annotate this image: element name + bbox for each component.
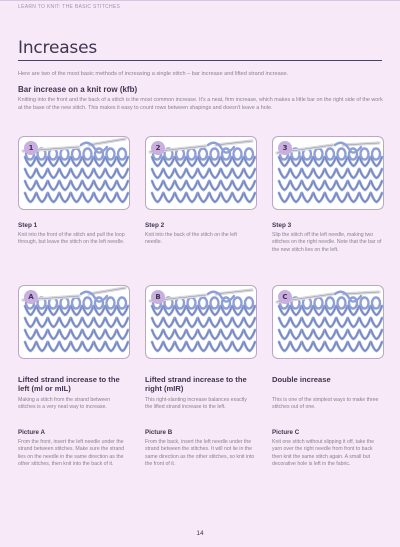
stitch-loop <box>83 169 94 178</box>
needle-loop <box>211 149 219 160</box>
needle-loop <box>361 149 369 160</box>
page-title: Increases <box>18 38 97 58</box>
stitch-loop <box>337 330 348 339</box>
stitch-loop <box>164 330 175 339</box>
stitch-loop <box>25 181 36 190</box>
stitch-loop <box>279 169 290 178</box>
picture-c-badge: C <box>278 290 292 304</box>
step-3-title: Step 3 <box>272 222 292 229</box>
stitch-loop <box>117 342 128 351</box>
stitch-loop <box>71 342 82 351</box>
stitch-loop <box>291 318 302 327</box>
stitch-loop <box>94 169 105 178</box>
stitch-loop <box>94 193 105 202</box>
stitch-loop <box>152 342 163 351</box>
stitch-loop <box>210 318 221 327</box>
stitch-loop <box>106 330 117 339</box>
stitch-loop <box>164 169 175 178</box>
stitch-loop <box>152 330 163 339</box>
stitch-loop <box>233 181 244 190</box>
stitch-loop <box>348 330 359 339</box>
stitch-loop <box>25 330 36 339</box>
stitch-loop <box>164 318 175 327</box>
stitch-loop <box>302 318 313 327</box>
stitch-loop <box>37 169 48 178</box>
step-2-badge: 2 <box>151 141 165 155</box>
stitch-loop <box>60 193 71 202</box>
stitch-loop <box>83 193 94 202</box>
needle-loop <box>61 298 69 309</box>
stitch-loop <box>325 169 336 178</box>
stitch-loop <box>325 318 336 327</box>
stitch-loop <box>60 342 71 351</box>
top-rule <box>0 0 400 1</box>
stitch-loop <box>187 193 198 202</box>
stitch-loop <box>164 342 175 351</box>
stitch-loop <box>71 181 82 190</box>
stitch-loop <box>279 330 290 339</box>
stitch-loop <box>360 181 371 190</box>
stitch-loop <box>221 193 232 202</box>
needle-loop <box>234 149 242 160</box>
stitch-loop <box>175 318 186 327</box>
stitch-loop <box>244 193 255 202</box>
right-needle-edge <box>89 139 125 145</box>
stitch-loop <box>187 181 198 190</box>
stitch-loop <box>371 181 382 190</box>
step-3-text: Slip the stitch off the left needle, making two stitches on the right needle. Note that the bar of the new stitch lies on the left. <box>272 232 382 253</box>
step-3-badge: 3 <box>278 141 292 155</box>
stitch-loop <box>106 342 117 351</box>
stitch-loop <box>37 318 48 327</box>
stitch-loop <box>325 193 336 202</box>
stitch-loop <box>314 342 325 351</box>
double-increase-desc: This is one of the simplest ways to make three stitches out of one. <box>272 397 379 411</box>
needle-loop <box>372 149 380 160</box>
stitch-loop <box>360 330 371 339</box>
stitch-loop <box>348 342 359 351</box>
needle-loop <box>107 298 115 309</box>
stitch-loop <box>48 169 59 178</box>
needle-loop <box>338 298 346 309</box>
needle-loop <box>315 298 323 309</box>
page-number: 14 <box>196 530 204 537</box>
needle-loop <box>188 149 196 160</box>
stitch-loop <box>244 181 255 190</box>
step-1-badge: 1 <box>24 141 38 155</box>
stitch-loop <box>371 318 382 327</box>
stitch-loop <box>106 181 117 190</box>
stitch-loop <box>37 193 48 202</box>
needle-loop <box>326 149 334 160</box>
stitch-loop <box>348 181 359 190</box>
stitch-loop <box>337 181 348 190</box>
stitch-loop <box>279 318 290 327</box>
stitch-loop <box>48 330 59 339</box>
picture-b-illustration <box>145 285 257 359</box>
step-2-title: Step 2 <box>145 222 165 229</box>
stitch-loop <box>233 342 244 351</box>
needle-loop <box>84 298 92 309</box>
stitch-loop <box>337 318 348 327</box>
picture-b-badge: B <box>151 290 165 304</box>
needle-loop <box>245 149 253 160</box>
needle-loop <box>118 298 126 309</box>
stitch-loop <box>60 181 71 190</box>
lifted-left-heading: Lifted strand increase to the left (ml or mIL) <box>18 375 120 394</box>
stitch-loop <box>187 169 198 178</box>
needle-loop <box>372 298 380 309</box>
stitch-loop <box>360 169 371 178</box>
stitch-loop <box>221 318 232 327</box>
stitch-loop <box>233 193 244 202</box>
stitch-loop <box>25 193 36 202</box>
step-2-text: Knit into the back of the stitch on the left needle. <box>145 232 237 246</box>
needle-loop <box>188 298 196 309</box>
stitch-loop <box>210 330 221 339</box>
needle-loop <box>326 298 334 309</box>
needle-loop <box>199 149 207 160</box>
picture-a-badge: A <box>24 290 38 304</box>
stitch-loop <box>175 342 186 351</box>
stitch-loop <box>244 318 255 327</box>
stitch-loop <box>152 181 163 190</box>
stitch-loop <box>233 169 244 178</box>
stitch-loop <box>106 193 117 202</box>
needle-loop <box>72 149 80 160</box>
stitch-loop <box>48 342 59 351</box>
stitch-loop <box>221 330 232 339</box>
step-3-illustration <box>272 136 384 210</box>
stitch-loop <box>233 318 244 327</box>
stitch-loop <box>291 342 302 351</box>
picture-b-title: Picture B <box>145 429 173 436</box>
stitch-loop <box>325 181 336 190</box>
stitch-loop <box>314 318 325 327</box>
lifted-left-desc: Making a stitch from the strand between stitches is a very neat way to increase. <box>18 397 110 411</box>
stitch-loop <box>175 169 186 178</box>
stitch-loop <box>71 193 82 202</box>
stitch-loop <box>198 193 209 202</box>
stitch-loop <box>71 318 82 327</box>
stitch-loop <box>152 169 163 178</box>
stitch-loop <box>314 169 325 178</box>
picture-b-text: From the back, insert the left needle under the strand between the stitches. It will not lie in the same direction as the other stitches, so knit into the front of it. <box>145 439 255 467</box>
needle-loop <box>84 149 92 160</box>
stitch-loop <box>117 318 128 327</box>
stitch-loop <box>314 193 325 202</box>
stitch-loop <box>221 169 232 178</box>
kfb-subhead: Bar increase on a knit row (kfb) <box>18 85 138 94</box>
step-2-illustration <box>145 136 257 210</box>
stitch-loop <box>94 330 105 339</box>
step-1-illustration <box>18 136 130 210</box>
stitch-loop <box>244 342 255 351</box>
stitch-loop <box>117 330 128 339</box>
stitch-loop <box>302 330 313 339</box>
stitch-loop <box>210 193 221 202</box>
stitch-loop <box>175 330 186 339</box>
stitch-loop <box>210 181 221 190</box>
stitch-loop <box>175 181 186 190</box>
stitch-loop <box>291 330 302 339</box>
stitch-loop <box>302 193 313 202</box>
stitch-loop <box>48 181 59 190</box>
stitch-loop <box>360 342 371 351</box>
title-underline <box>18 60 382 61</box>
stitch-loop <box>152 318 163 327</box>
lifted-right-desc: This right-slanting increase balances exactly the lifted strand increase to the left. <box>145 397 247 411</box>
stitch-loop <box>291 169 302 178</box>
stitch-loop <box>106 318 117 327</box>
picture-a-illustration <box>18 285 130 359</box>
stitch-loop <box>117 169 128 178</box>
stitch-loop <box>244 169 255 178</box>
picture-a-title: Picture A <box>18 429 45 436</box>
picture-c-illustration <box>272 285 384 359</box>
stitch-loop <box>348 318 359 327</box>
stitch-loop <box>233 330 244 339</box>
stitch-loop <box>279 181 290 190</box>
stitch-loop <box>25 169 36 178</box>
stitch-loop <box>244 330 255 339</box>
needle-loop <box>234 298 242 309</box>
intro-text: Here are two of the most basic methods of increasing a single stitch – bar increase and lifted strand increase. <box>18 71 289 77</box>
stitch-loop <box>325 330 336 339</box>
stitch-loop <box>279 193 290 202</box>
stitch-loop <box>187 318 198 327</box>
stitch-loop <box>37 330 48 339</box>
needle-loop <box>245 298 253 309</box>
stitch-loop <box>302 181 313 190</box>
needle-loop <box>199 298 207 309</box>
stitch-loop <box>302 169 313 178</box>
stitch-loop <box>302 342 313 351</box>
stitch-loop <box>152 193 163 202</box>
stitch-loop <box>83 181 94 190</box>
stitch-loop <box>314 330 325 339</box>
stitch-loop <box>279 342 290 351</box>
stitch-loop <box>314 181 325 190</box>
stitch-loop <box>371 169 382 178</box>
double-increase-heading: Double increase <box>272 375 331 384</box>
needle-loop <box>338 149 346 160</box>
running-header: LEARN TO KNIT: THE BASIC STITCHES <box>18 4 121 10</box>
stitch-loop <box>83 342 94 351</box>
picture-c-title: Picture C <box>272 429 300 436</box>
needle-loop <box>72 298 80 309</box>
stitch-loop <box>348 169 359 178</box>
stitch-loop <box>60 169 71 178</box>
stitch-loop <box>164 181 175 190</box>
stitch-loop <box>337 193 348 202</box>
stitch-loop <box>371 330 382 339</box>
stitch-loop <box>198 169 209 178</box>
stitch-loop <box>360 318 371 327</box>
needle-loop <box>107 149 115 160</box>
stitch-loop <box>337 169 348 178</box>
stitch-loop <box>371 193 382 202</box>
stitch-loop <box>94 342 105 351</box>
step-1-title: Step 1 <box>18 222 38 229</box>
stitch-loop <box>210 169 221 178</box>
stitch-loop <box>325 342 336 351</box>
stitch-loop <box>83 330 94 339</box>
needle-loop <box>211 298 219 309</box>
stitch-loop <box>198 330 209 339</box>
stitch-loop <box>198 181 209 190</box>
stitch-loop <box>360 193 371 202</box>
stitch-loop <box>60 330 71 339</box>
needle-loop <box>315 149 323 160</box>
stitch-loop <box>25 318 36 327</box>
stitch-loop <box>25 342 36 351</box>
step-1-text: Knit into the front of the stitch and pull the loop through, but leave the stitch on the left needle. <box>18 232 125 246</box>
stitch-loop <box>48 318 59 327</box>
stitch-loop <box>291 181 302 190</box>
stitch-loop <box>337 342 348 351</box>
stitch-loop <box>94 318 105 327</box>
stitch-loop <box>187 342 198 351</box>
lifted-right-heading: Lifted strand increase to the right (mIR) <box>145 375 247 394</box>
stitch-loop <box>187 330 198 339</box>
stitch-loop <box>71 330 82 339</box>
right-needle-edge <box>89 288 125 294</box>
stitch-loop <box>210 342 221 351</box>
stitch-loop <box>221 342 232 351</box>
needle-loop <box>118 149 126 160</box>
stitch-loop <box>71 169 82 178</box>
stitch-loop <box>37 342 48 351</box>
stitch-loop <box>348 193 359 202</box>
stitch-loop <box>37 181 48 190</box>
kfb-paragraph: Knitting into the front and the back of a stitch is the most common increase. It's a neat, firm increase, which makes a little bar on the right side of the work at the base of the new stitch. This makes it easy to count rows between shapings and doesn't leave a hole. <box>18 97 383 111</box>
picture-a-text: From the front, insert the left needle under the strand between stitches. Make sure the strand lies on the needle in the same direction as the other stitches, then knit into the back of it. <box>18 439 125 467</box>
stitch-loop <box>371 342 382 351</box>
stitch-loop <box>117 193 128 202</box>
stitch-loop <box>175 193 186 202</box>
stitch-loop <box>117 181 128 190</box>
needle-loop <box>361 298 369 309</box>
stitch-loop <box>106 169 117 178</box>
needle-loop <box>61 149 69 160</box>
stitch-loop <box>198 318 209 327</box>
stitch-loop <box>83 318 94 327</box>
stitch-loop <box>198 342 209 351</box>
stitch-loop <box>60 318 71 327</box>
picture-c-text: Knit one stitch without slipping it off, take the yarn over the right needle from front to back then knit the same stitch again. A small but decorative hole is left in the fabric. <box>272 439 374 467</box>
stitch-loop <box>94 181 105 190</box>
stitch-loop <box>48 193 59 202</box>
stitch-loop <box>221 181 232 190</box>
stitch-loop <box>164 193 175 202</box>
stitch-loop <box>291 193 302 202</box>
